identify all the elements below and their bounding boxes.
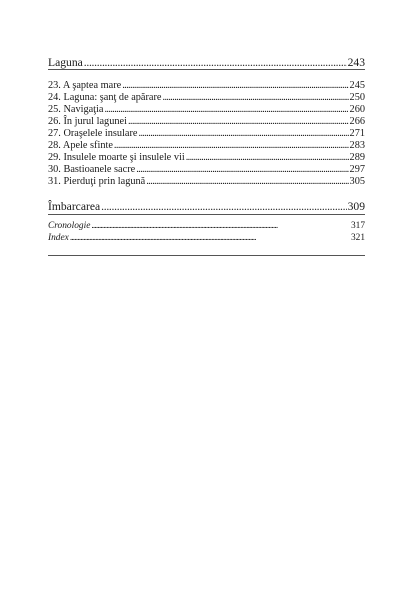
dot-leader bbox=[104, 104, 348, 116]
dot-leader bbox=[122, 80, 348, 92]
toc-entry-page: 243 bbox=[347, 56, 365, 69]
toc-entry-chapter bbox=[48, 152, 365, 164]
toc-entry-title: Index bbox=[48, 233, 69, 243]
toc-entry-title: 28. Apele sfinte bbox=[48, 140, 113, 151]
toc-entry-chapter bbox=[48, 128, 365, 140]
dot-leader bbox=[84, 56, 347, 69]
toc-entry-page: 245 bbox=[349, 80, 365, 91]
dot-leader bbox=[186, 152, 349, 164]
toc-entry-page: 271 bbox=[349, 128, 365, 139]
divider bbox=[48, 255, 365, 256]
dot-leader bbox=[70, 232, 350, 244]
toc-entry-title: 29. Insulele moarte şi insulele vii bbox=[48, 152, 185, 163]
toc-entry-title: 25. Navigaţia bbox=[48, 104, 104, 115]
dot-leader bbox=[101, 200, 346, 213]
toc-entry-chapter bbox=[48, 80, 365, 92]
toc-entry-chapter bbox=[48, 140, 365, 152]
toc-entry-appendix bbox=[48, 232, 365, 244]
toc-entry-chapter bbox=[48, 92, 365, 104]
toc-entry-part bbox=[48, 56, 365, 69]
toc-entry-page: 283 bbox=[349, 140, 365, 151]
divider bbox=[48, 69, 365, 70]
dot-leader bbox=[139, 128, 349, 140]
toc-entry-title: 31. Pierduţi prin lagună bbox=[48, 176, 146, 187]
toc-entry-closing bbox=[48, 200, 365, 213]
toc-entry-chapter bbox=[48, 176, 365, 188]
dot-leader bbox=[91, 220, 350, 232]
toc-entry-page: 289 bbox=[349, 152, 365, 163]
toc-entry-page: 266 bbox=[349, 116, 365, 127]
toc-entry-page: 317 bbox=[350, 221, 365, 231]
toc-entry-page: 305 bbox=[349, 176, 365, 187]
toc-entry-chapter bbox=[48, 104, 365, 116]
toc-entry-title: Îmbarcarea bbox=[48, 200, 101, 213]
toc-entry-title: Laguna bbox=[48, 56, 83, 69]
dot-leader bbox=[114, 140, 349, 152]
toc-entry-title: 23. A şaptea mare bbox=[48, 80, 122, 91]
toc-entry-appendix bbox=[48, 220, 365, 232]
toc-entry-title: Cronologie bbox=[48, 221, 91, 231]
dot-leader bbox=[136, 164, 348, 176]
toc-entry-page: 321 bbox=[350, 233, 365, 243]
toc-entry-page: 260 bbox=[349, 104, 365, 115]
toc-entry-page: 297 bbox=[349, 164, 365, 175]
toc-entry-chapter bbox=[48, 164, 365, 176]
toc-entry-title: 27. Oraşelele insulare bbox=[48, 128, 138, 139]
dot-leader bbox=[163, 92, 349, 104]
dot-leader bbox=[146, 176, 348, 188]
toc-entry-page: 309 bbox=[347, 200, 365, 213]
toc-entry-chapter bbox=[48, 116, 365, 128]
toc-entry-title: 30. Bastioanele sacre bbox=[48, 164, 136, 175]
toc-entry-page: 250 bbox=[349, 92, 365, 103]
dot-leader bbox=[128, 116, 349, 128]
toc-entry-title: 26. În jurul lagunei bbox=[48, 116, 127, 127]
divider bbox=[48, 214, 365, 215]
toc-entry-title: 24. Laguna: şanţ de apărare bbox=[48, 92, 162, 103]
